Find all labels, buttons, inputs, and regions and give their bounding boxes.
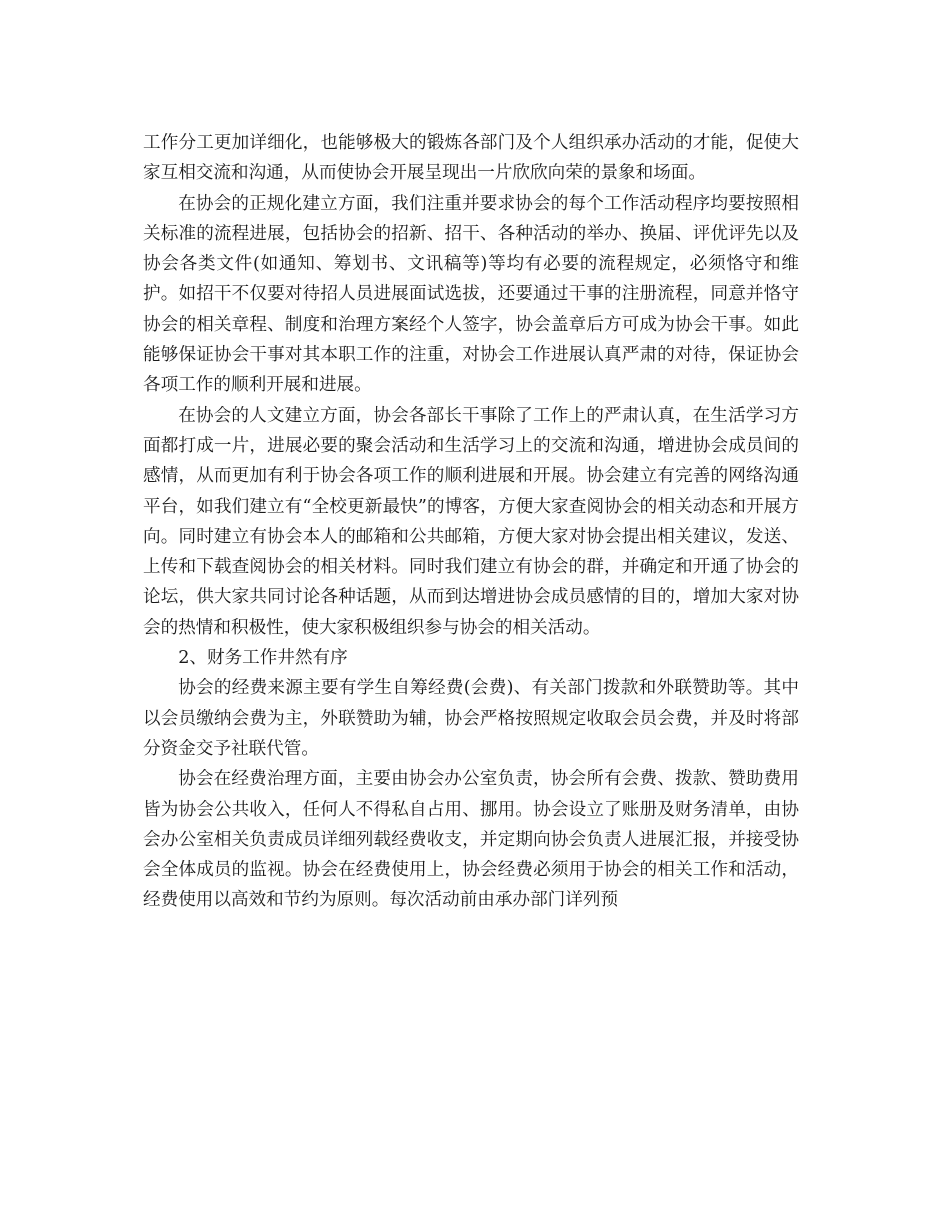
paragraph-5: 协会在经费治理方面，主要由协会办公室负责，协会所有会费、拨款、赞助费用皆为协会公共收入，任何人不得私自占用、挪用。协会设立了账册及财务清单，由协会办公室相关负责成员详细列载经费收支，并定期向协会负责人进展汇报，并接受协会全体成员的监视。协会在经费使用上，协会经费必须用于协会的相关工作和活动，经费使用以高效和节约为原则。每次活动前由承办部门详列预 (143, 769, 799, 911)
paragraph-2: 在协会的正规化建立方面，我们注重并要求协会的每个工作活动程序均要按照相关标准的流程进展，包括协会的招新、招干、各种活动的举办、换届、评优评先以及协会各类文件(如通知、筹划书、文讯稿等)等均有必要的流程规定，必须恪守和维护。如招干不仅要对待招人员进展面试选拔，还要通过干事的注册流程，同意并恪守协会的相关章程、制度和治理方案经个人签字，协会盖章后方可成为协会干事。如此能够保证协会干事对其本职工作的注重，对协会工作进展认真严肃的对待，保证协会各项工作的顺利开展和进展。 (143, 193, 799, 396)
section-heading-finance: 2、财务工作井然有序 (178, 648, 348, 669)
paragraph-4: 协会的经费来源主要有学生自筹经费(会费)、有关部门拨款和外联赞助等。其中以会员缴纳会费为主，外联赞助为辅，协会严格按照规定收取会员会费，并及时将部分资金交予社联代管。 (143, 678, 799, 759)
paragraph-3: 在协会的人文建立方面，协会各部长干事除了工作上的严肃认真，在生活学习方面都打成一片，进展必要的聚会活动和生活学习上的交流和沟通，增进协会成员间的感情，从而更加有利于协会各项工作的顺利进展和开展。协会建立有完善的网络沟通平台，如我们建立有“全校更新最快”的博客，方便大家查阅协会的相关动态和开展方向。同时建立有协会本人的邮箱和公共邮箱，方便大家对协会提出相关建议，发送、上传和下载查阅协会的相关材料。同时我们建立有协会的群，并确定和开通了协会的论坛，供大家共同讨论各种话题，从而到达增进协会成员感情的目的，增加大家对协会的热情和积极性，使大家积极组织参与协会的相关活动。 (143, 405, 799, 638)
paragraph-1: 工作分工更加详细化，也能够极大的锻炼各部门及个人组织承办活动的才能，促使大家互相交流和沟通，从而使协会开展呈现出一片欣欣向荣的景象和场面。 (143, 133, 799, 184)
document-page (143, 128, 799, 916)
